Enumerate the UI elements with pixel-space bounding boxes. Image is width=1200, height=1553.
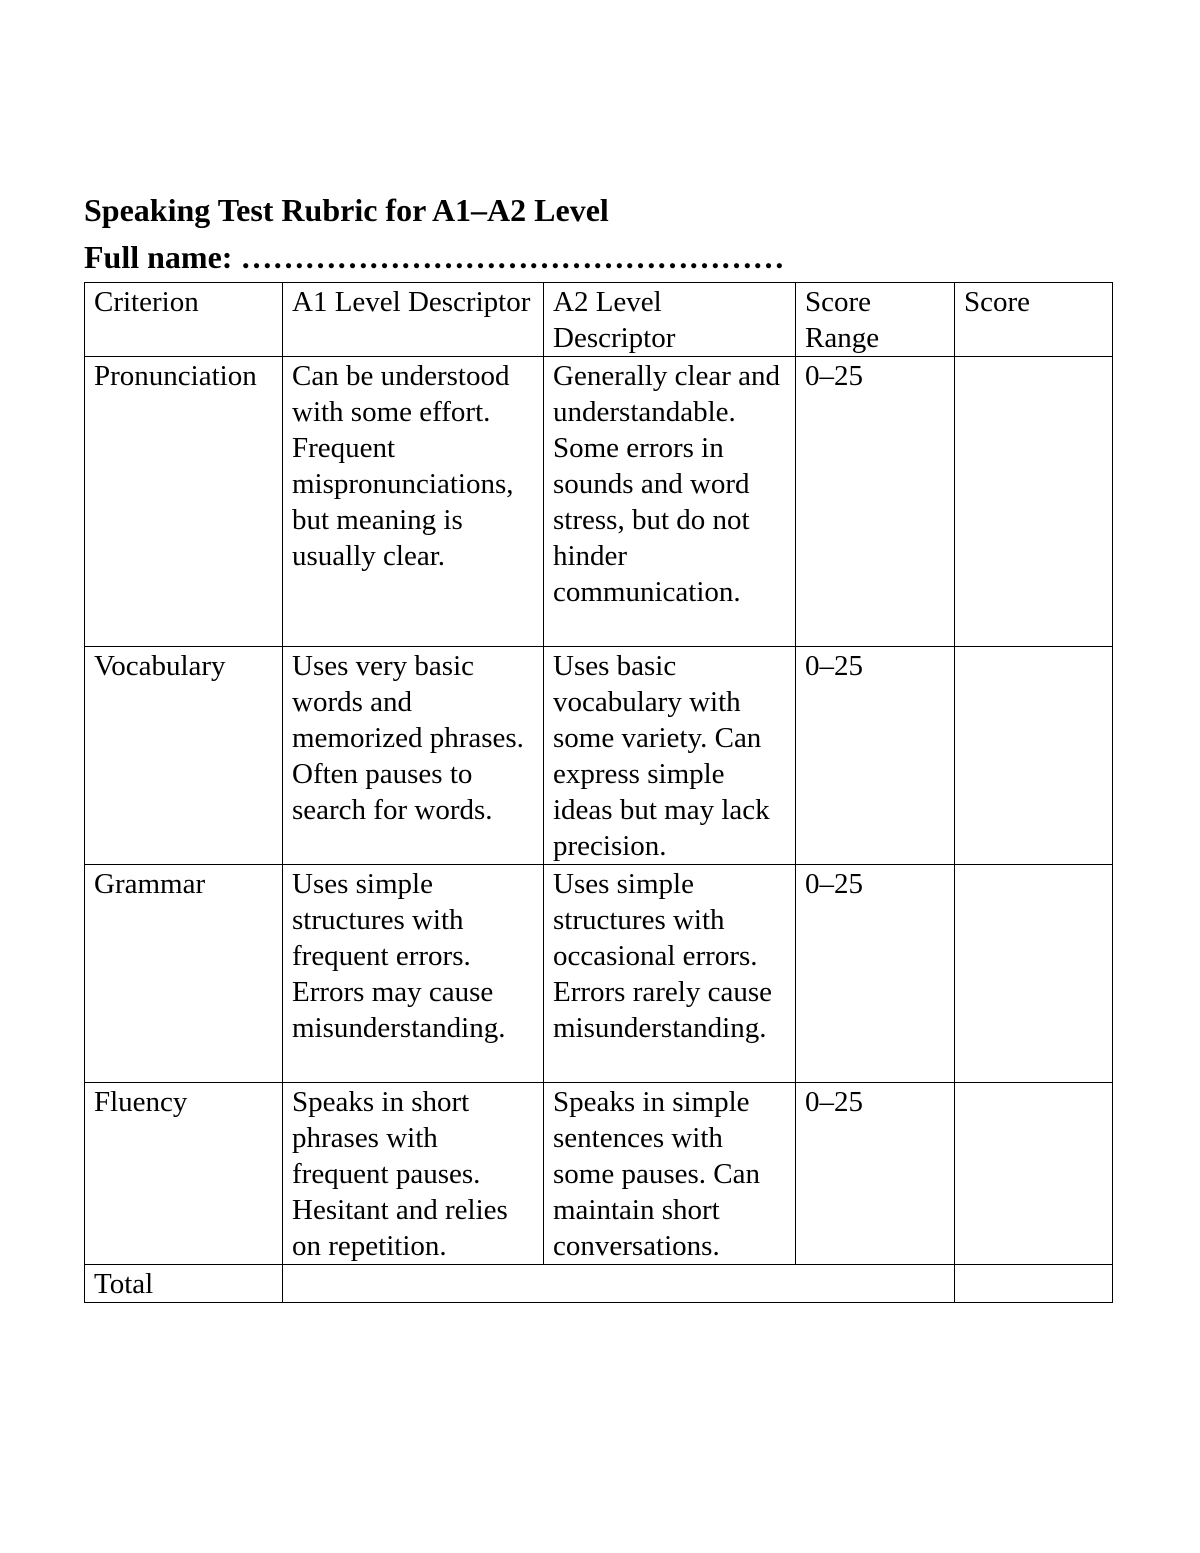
header-score: Score — [955, 283, 1113, 357]
score-range-cell: 0–25 — [796, 647, 955, 865]
table-row — [85, 865, 1113, 1083]
score-range-cell: 0–25 — [796, 865, 955, 1083]
a2-descriptor-cell: Uses simple structures with occasional errors. Errors rarely cause misunderstanding. — [544, 865, 796, 1083]
header-criterion: Criterion — [85, 283, 283, 357]
table-row — [85, 647, 1113, 865]
table-header-row — [85, 283, 1113, 357]
a2-descriptor-cell: Speaks in simple sentences with some pauses. Can maintain short conversations. — [544, 1083, 796, 1265]
total-value-cell[interactable] — [283, 1265, 955, 1303]
header-score-range: Score Range — [796, 283, 955, 357]
total-row — [85, 1265, 1113, 1303]
a1-descriptor-cell: Speaks in short phrases with frequent pauses. Hesitant and relies on repetition. — [283, 1083, 544, 1265]
full-name-field[interactable]: …………………………………………… — [240, 239, 785, 275]
page-title: Speaking Test Rubric for A1–A2 Level — [84, 192, 609, 228]
total-label: Total — [85, 1265, 283, 1303]
score-cell[interactable] — [955, 1083, 1113, 1265]
criterion-cell: Fluency — [85, 1083, 283, 1265]
criterion-cell: Pronunciation — [85, 357, 283, 647]
score-range-cell: 0–25 — [796, 357, 955, 647]
score-cell[interactable] — [955, 647, 1113, 865]
score-cell[interactable] — [955, 357, 1113, 647]
header-a1-descriptor: A1 Level Descriptor — [283, 283, 544, 357]
full-name-label: Full name: — [84, 239, 233, 275]
header-a2-descriptor: A2 Level Descriptor — [544, 283, 796, 357]
a1-descriptor-cell: Uses very basic words and memorized phrases. Often pauses to search for words. — [283, 647, 544, 865]
a2-descriptor-cell: Generally clear and understandable. Some errors in sounds and word stress, but do not hinder communication. — [544, 357, 796, 647]
table-row — [85, 357, 1113, 647]
criterion-cell: Grammar — [85, 865, 283, 1083]
score-range-cell: 0–25 — [796, 1083, 955, 1265]
table-row — [85, 1083, 1113, 1265]
full-name-line — [84, 237, 784, 277]
score-cell[interactable] — [955, 865, 1113, 1083]
rubric-table — [84, 282, 1113, 1303]
a1-descriptor-cell: Uses simple structures with frequent errors. Errors may cause misunderstanding. — [283, 865, 544, 1083]
a2-descriptor-cell: Uses basic vocabulary with some variety. Can express simple ideas but may lack precision. — [544, 647, 796, 865]
a1-descriptor-cell: Can be understood with some effort. Frequent mispronunciations, but meaning is usually clear. — [283, 357, 544, 647]
total-score-cell[interactable] — [955, 1265, 1113, 1303]
criterion-cell: Vocabulary — [85, 647, 283, 865]
